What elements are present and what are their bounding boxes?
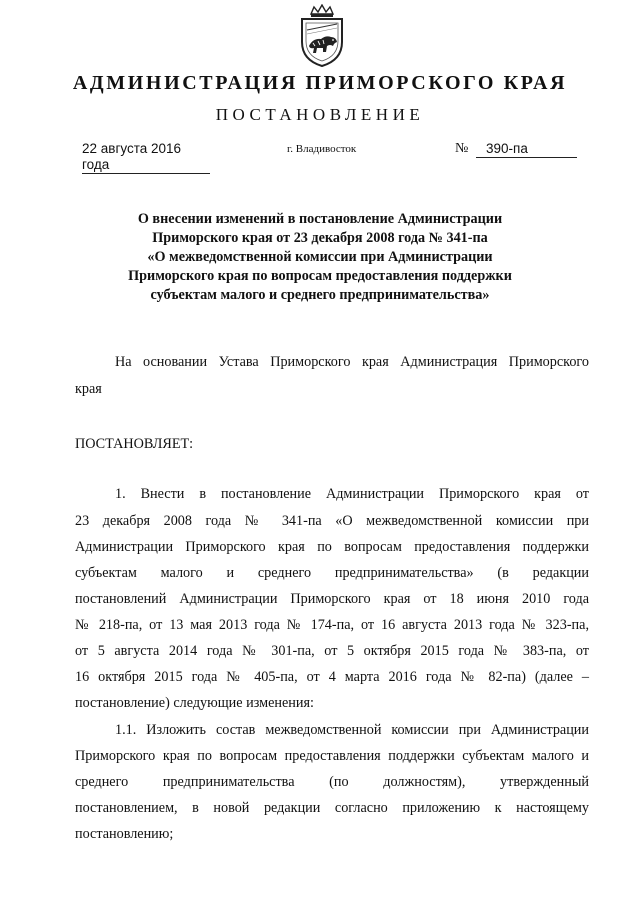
document-subject — [100, 210, 540, 305]
item1-line: от 5 августа 2014 года № 301-па, от 5 октября 2015 года № 383-па, от — [75, 643, 589, 659]
document-number: 390-па — [476, 141, 577, 158]
document-city: г. Владивосток — [287, 143, 357, 155]
item1-line: постановление) следующие изменения: — [75, 695, 314, 711]
item1-line: 16 октября 2015 года № 405-па, от 4 марта 2016 года № 82-па) (далее – — [75, 669, 589, 685]
item1-line: субъектам малого и среднего предпринимательства» (в редакции — [75, 565, 589, 581]
item1-line: 1. Внести в постановление Администрации Приморского края от — [115, 486, 589, 502]
item1-1-line: среднего предпринимательства (по должностям), утвержденный — [75, 774, 589, 790]
org-title: АДМИНИСТРАЦИЯ ПРИМОРСКОГО КРАЯ — [72, 72, 568, 94]
preamble-line: На основании Устава Приморского края Администрация Приморского — [115, 354, 589, 370]
item1-1-line: постановлению; — [75, 826, 174, 842]
document-meta-row — [0, 141, 640, 172]
item1-1-line: 1.1. Изложить состав межведомственной комиссии при Администрации — [115, 722, 589, 738]
subject-line: Приморского края по вопросам предоставления поддержки — [128, 268, 512, 284]
subject-line: «О межведомственной комиссии при Администрации — [147, 249, 493, 265]
subject-line: субъектам малого и среднего предпринимательства» — [150, 287, 490, 303]
coat-of-arms-icon — [293, 4, 351, 68]
item1-line: 23 декабря 2008 года № 341-па «О межведомственной комиссии при — [75, 513, 589, 529]
document-date: 22 августа 2016 года — [82, 141, 210, 174]
subject-line: О внесении изменений в постановление Администрации — [137, 211, 503, 227]
item1-1-line: Приморского края по вопросам предоставления поддержки субъектам малого и — [75, 748, 589, 764]
item1-line: Администрации Приморского края по вопросам предоставления поддержки — [75, 539, 589, 555]
item1-1-line: постановлением, в новой редакции согласно приложению к настоящему — [75, 800, 589, 816]
decree-word: ПОСТАНОВЛЯЕТ: — [75, 436, 194, 452]
document-number-label: № — [455, 141, 469, 156]
item1-line: № 218-па, от 13 мая 2013 года № 174-па, от 16 августа 2013 года № 323-па, — [75, 617, 589, 633]
document-type: ПОСТАНОВЛЕНИЕ — [215, 105, 425, 124]
preamble-line: края — [75, 381, 102, 397]
item1-line: постановлений Администрации Приморского края от 18 июня 2010 года — [75, 591, 589, 607]
subject-line: Приморского края от 23 декабря 2008 года № 341-па — [152, 230, 488, 246]
